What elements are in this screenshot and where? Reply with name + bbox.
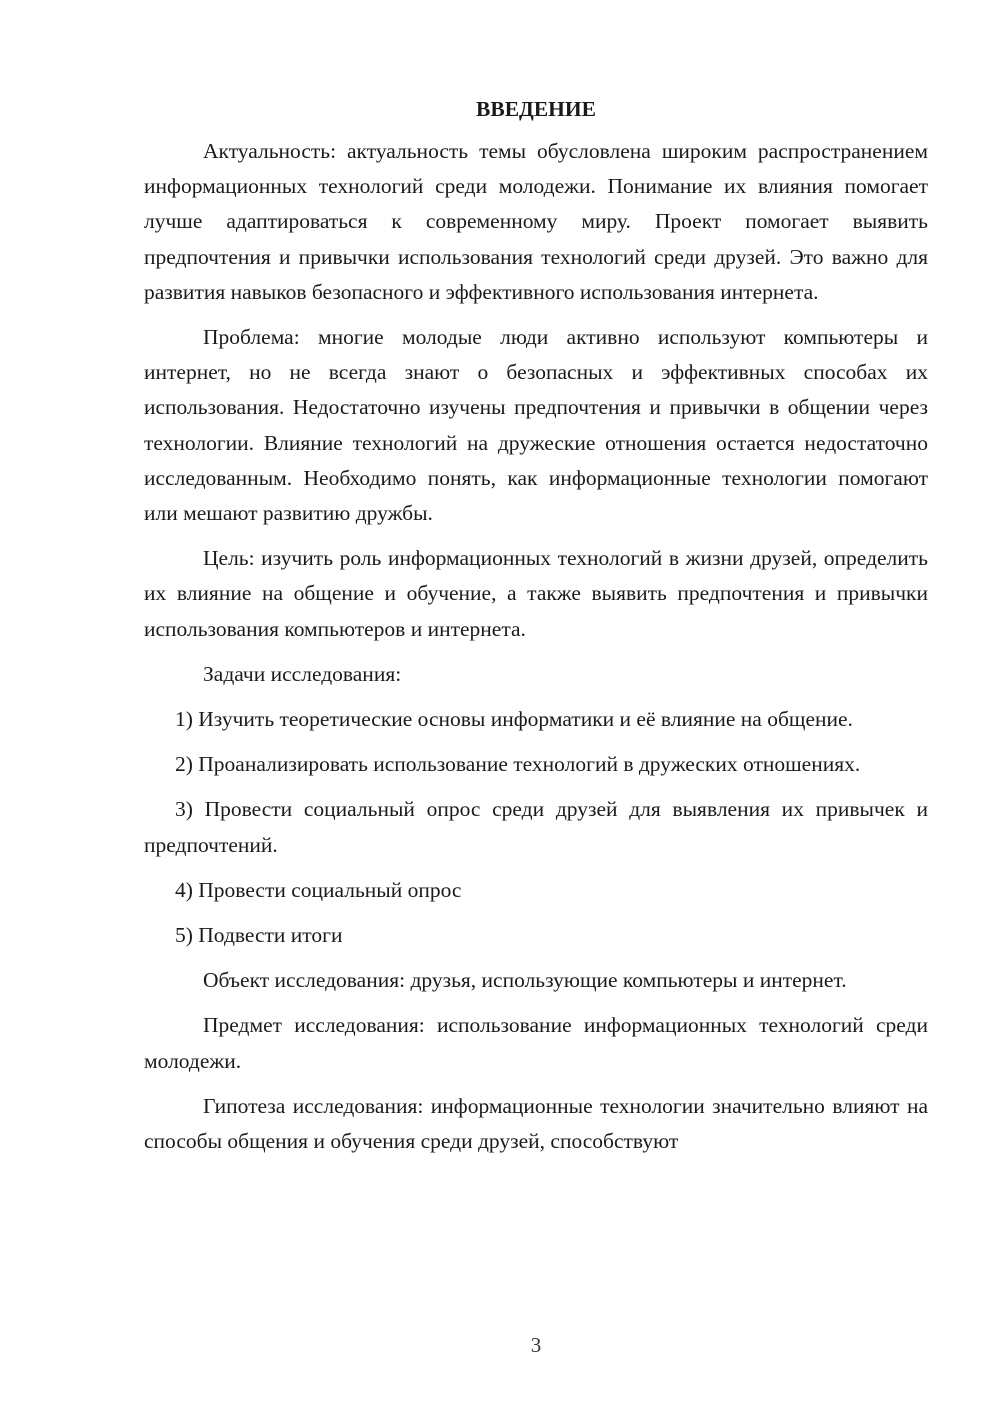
section-heading: ВВЕДЕНИЕ	[476, 97, 596, 121]
problem-paragraph: Проблема: многие молодые люди активно используют компьютеры и интернет, но не всегда знают о безопасных и эффективных способах их использования. Недостаточно изучены предпочтения и привычки в общении через технологии. Влияние технологий на дружеские отношения остается недостаточно исследованным. Необходимо понять, как информационные технологии помогают или мешают развитию дружбы.	[144, 325, 928, 526]
task-item-3: 3) Провести социальный опрос среди друзей для выявления их привычек и предпочтений.	[144, 797, 928, 857]
document-page	[144, 92, 928, 1159]
task-item-1: 1) Изучить теоретические основы информатики и её влияние на общение.	[175, 707, 853, 732]
hypothesis-paragraph: Гипотеза исследования: информационные технологии значительно влияют на способы общения и обучения среди друзей, способствуют	[144, 1093, 928, 1154]
task-item-2: 2) Проанализировать использование технологий в дружеских отношениях.	[175, 752, 861, 777]
goal-paragraph: Цель: изучить роль информационных технологий в жизни друзей, определить их влияние на общение и обучение, а также выявить предпочтения и привычки использования компьютеров и интернета.	[144, 546, 928, 641]
object-paragraph: Объект исследования: друзья, использующие компьютеры и интернет.	[203, 968, 847, 993]
tasks-heading: Задачи исследования:	[203, 661, 402, 686]
page-number: 3	[530, 1333, 542, 1357]
relevance-paragraph: Актуальность: актуальность темы обусловлена широким распространением информационных технологий среди молодежи. Понимание их влияния помогает лучше адаптироваться к современному миру. Проект помогает выявить предпочтения и привычки использования технологий среди друзей. Это важно для развития навыков безопасного и эффективного использования интернета.	[144, 139, 928, 304]
task-item-4: 4) Провести социальный опрос	[175, 877, 462, 902]
task-item-5: 5) Подвести итоги	[175, 923, 343, 948]
subject-paragraph: Предмет исследования: использование информационных технологий среди молодежи.	[144, 1013, 928, 1073]
